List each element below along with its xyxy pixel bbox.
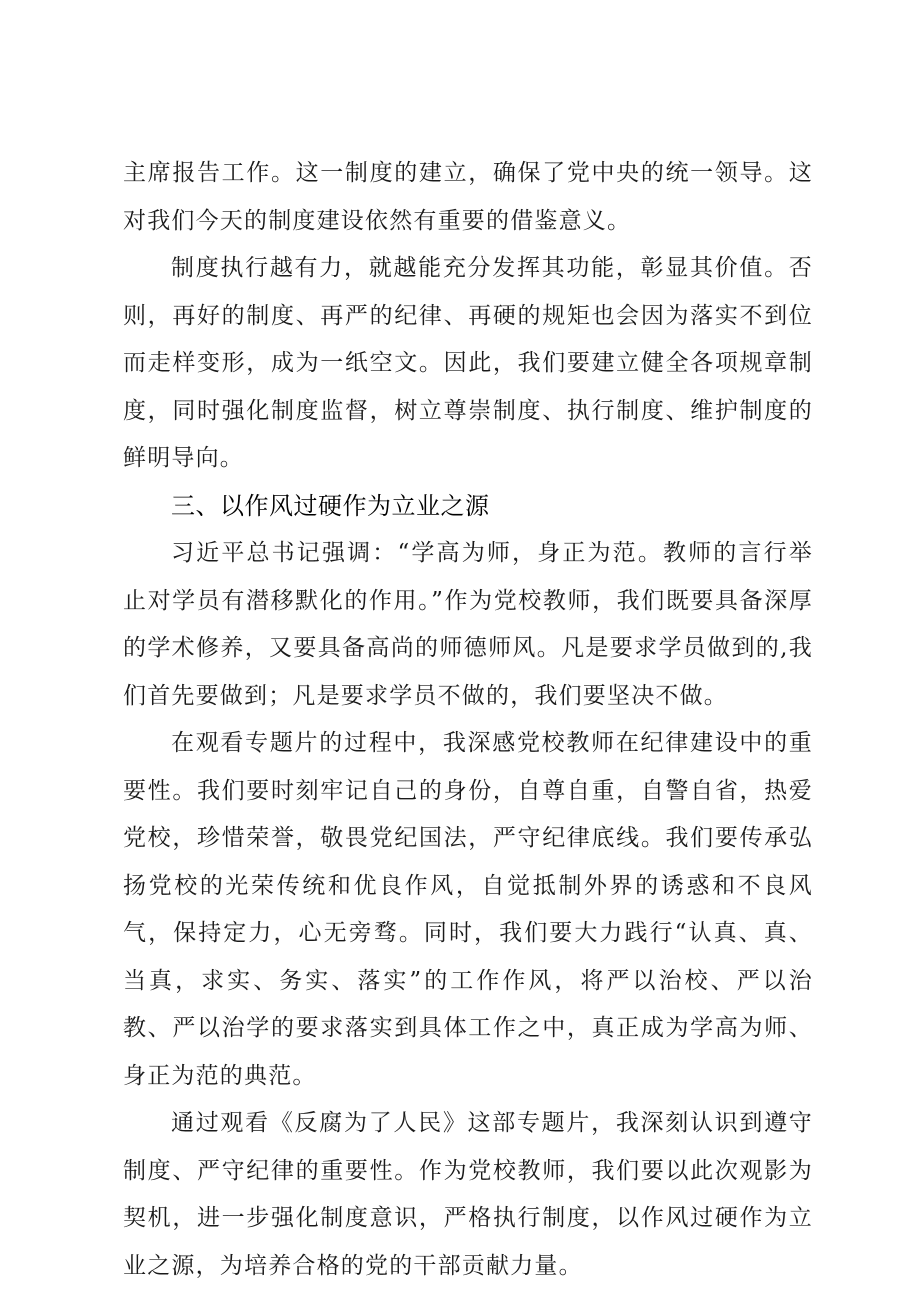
paragraph-teacher-ethics: 习近平总书记强调：“学高为师，身正为范。教师的言行举止对学员有潜移默化的作用。”作为党校教师，我们既要具备深厚的学术修养，又要具备高尚的师德师风。凡是要求学员做到的,我们首先要做到；凡是要求学员不做的，我们要坚决不做。	[123, 540, 813, 709]
paragraph-continuation: 主席报告工作。这一制度的建立，确保了党中央的统一领导。这对我们今天的制度建设依然有重要的借鉴意义。	[123, 160, 813, 234]
paragraph-discipline-reflection: 在观看专题片的过程中，我深感党校教师在纪律建设中的重要性。我们要时刻牢记自己的身份，自尊自重，自警自省，热爱党校，珍惜荣誉，敬畏党纪国法，严守纪律底线。我们要传承弘扬党校的光荣传统和优良作风，自觉抵制外界的诱惑和不良风气，保持定力，心无旁骛。同时，我们要大力践行“认真、真、当真，求实、务实、落实”的工作作风，将严以治校、严以治教、严以治学的要求落实到具体工作之中，真正成为学高为师、身正为范的典范。	[123, 730, 813, 1089]
document-body	[123, 150, 813, 1290]
section-heading-3: 三、以作风过硬作为立业之源	[171, 491, 490, 520]
paragraph-conclusion: 通过观看《反腐为了人民》这部专题片，我深刻认识到遵守制度、严守纪律的重要性。作为党校教师，我们要以此次观影为契机，进一步强化制度意识，严格执行制度，以作风过硬作为立业之源，为培养合格的党的干部贡献力量。	[123, 1110, 813, 1279]
paragraph-system-execution: 制度执行越有力，就越能充分发挥其功能，彰显其价值。否则，再好的制度、再严的纪律、再硬的规矩也会因为落实不到位而走样变形，成为一纸空文。因此，我们要建立健全各项规章制度，同时强化制度监督，树立尊崇制度、执行制度、维护制度的鲜明导向。	[123, 255, 813, 471]
